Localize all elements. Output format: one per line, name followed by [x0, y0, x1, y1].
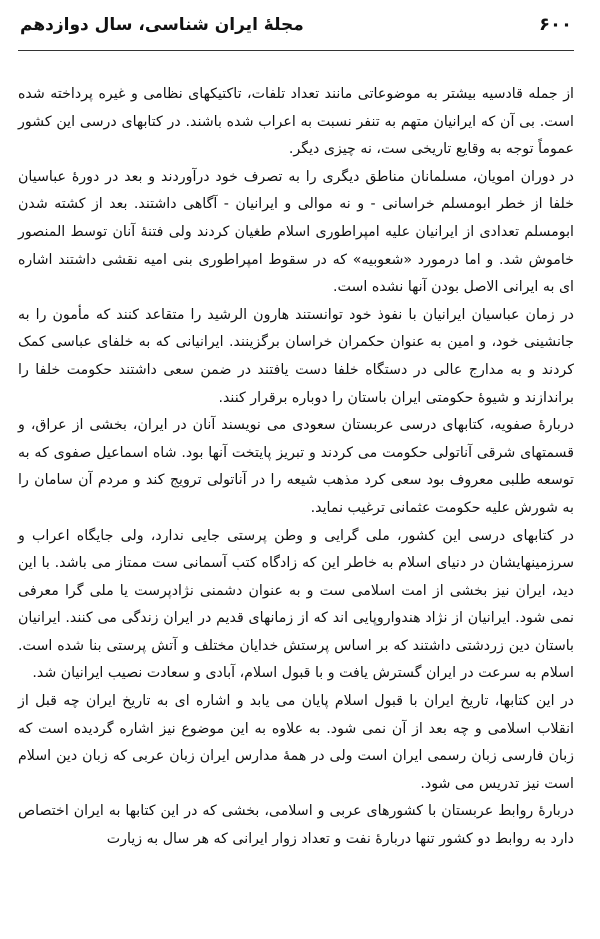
paragraph-2: در دوران امویان، مسلمانان مناطق دیگری را به تصرف خود درآوردند و بعد در دورۀ عباسیان خلفا از خطر ابومسلم خراسانی - و نه موالی و ایرانیان - آگاهی داشتند. بعد از کشته شدن ابومسلم تعدادی از ایرانیان علیه امپراطوری اسلام طغیان کردند ولی فتنۀ آنان توسط المنصور خاموش شد. و اما درمورد «شعوبیه» که در سقوط امپراطوری بنی امیه نقشی داشتند اشاره ای به ایرانی الاصل بودن آنها نشده است. [18, 168, 574, 296]
paragraph-5: در کتابهای درسی این کشور، ملی گرایی و وطن پرستی جایی ندارد، ولی جایگاه اعراب و سرزمینهایشان در دنیای اسلام به خاطر این که زادگاه کتب آسمانی ست ممتاز می باشد. با این دید، ایران نیز بخشی از امت اسلامی ست و به عنوان دشمنی نژادپرست یا ملی گرا معرفی نمی شود. ایرانیان از نژاد هندواروپایی اند که از زمانهای قدیم در ایران زندگی می کنند. ایرانیان باستان دین زردشتی داشتند که بر اساس پرستش خدایان مختلف و آتش پرستی بنا شده است. اسلام به سرعت در ایران گسترش یافت و با قبول اسلام، آبادی و سعادت نصیب ایرانیان شد. [18, 527, 574, 682]
paragraph-1: از جمله قادسیه بیشتر به موضوعاتی مانند تعداد تلفات، تاکتیکهای نظامی و غیره پرداخته شده است. بی آن که ایرانیان متهم به تنفر نسبت به اعراب شده باشند. در کتابهای درسی این کشور عموماً توجه به وقایع تاریخی ست، نه چیزی دیگر. [18, 86, 574, 158]
running-title: مجلۀ ایران شناسی، سال دوازدهم [20, 15, 304, 35]
page-header [18, 14, 574, 51]
paragraph-3: در زمان عباسیان ایرانیان با نفوذ خود توانستند هارون الرشید را متقاعد کنند که مأمون را به جانشینی خود، و امین به عنوان حکمران خراسان برگزینند. ایرانیانی که به خلفای عباسی کمک کردند و به مدارج عالی در دستگاه خلفا دست یافتند در ضمن سعی داشتند حکومت خلفا را براندازند و شیوۀ حکومتی ایران باستان را دوباره برقرار کنند. [18, 306, 574, 406]
paragraph-6: در این کتابها، تاریخ ایران با قبول اسلام پایان می یابد و اشاره ای به تاریخ ایران چه قبل از انقلاب اسلامی و چه بعد از آن نمی شود. به علاوه به این موضوع نیز اشاره گردیده است که زبان فارسی زبان رسمی ایران است ولی در همۀ مدارس ایران زبان عربی که زبان دین اسلام است نیز تدریس می شود. [18, 693, 574, 792]
page-number: ۶۰۰ [539, 14, 572, 35]
paragraph-4: دربارۀ صفویه، کتابهای درسی عربستان سعودی می نویسند آنان در ایران، بخشی از عراق، و قسمتهای شرقی آناتولی حکومت می کردند و تبریز پایتخت آنها بود. شاه اسماعیل صفوی که به توسعه طلبی معروف بود سعی کرد مذهب شیعه را در آناتولی ترویج کند و مردم آن سامان را به شورش علیه حکومت عثمانی ترغیب نماید. [18, 417, 574, 516]
body-text [18, 81, 574, 854]
paragraph-7: دربارۀ روابط عربستان با کشورهای عربی و اسلامی، بخشی که در این کتابها به ایران اختصاص دارد به روابط دو کشور تنها دربارۀ نفت و تعداد زوار ایرانی که هر سال به زیارت [18, 803, 574, 848]
